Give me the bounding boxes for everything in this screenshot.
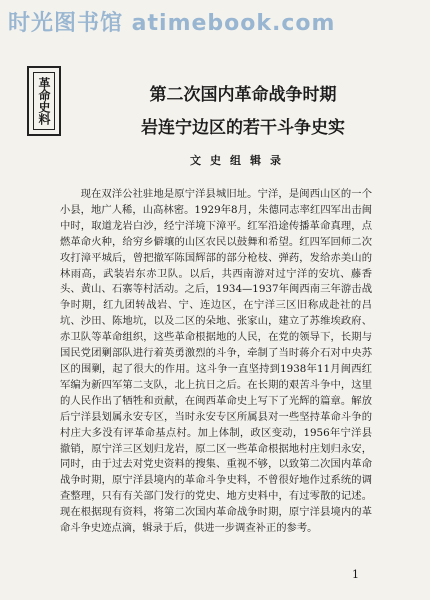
page-number: 1 — [352, 568, 359, 581]
article-title-line-2: 岩连宁边区的若干斗争史实 — [141, 118, 345, 138]
column-label: 革命史料 — [33, 72, 55, 130]
watermark: 时光图书馆 atimebook.com — [8, 11, 336, 36]
article-title-line-1: 第二次国内革命战争时期 — [149, 85, 337, 105]
byline: 文史组辑录 — [190, 154, 290, 167]
body-paragraph: 现在双洋公社驻地是原宁洋县城旧址。宁洋，是闽西山区的一个小县，地广人稀，山高林密。1929年8月，朱德同志率红四军出击闽中时，取道龙岩白沙，经宁洋境下漳平。红军沿途传播革命真理，点燃革命火种，给穷乡僻壤的山区农民以鼓舞和希望。红四军回师二次攻打漳平城后，曾把撤军陈国辉部的部分枪枝、弹药，发给赤美山的林雨高，武装岩东赤卫队。以后，共西南游对过宁洋的安坑、藤香头、黄山、石寨等村活动。之后，1934—1937年闽西南三年游击战争时期，红九团转战岩、宁、连边区，在宁洋三区旧称成赴社的吕坑、沙田、陈地坑，以及二区的朵地、张家山，建立了苏维埃政府、赤卫队等革命组织，这些革命根据地的人民，在党的领导下，长期与国民党团剿部队进行着英勇激烈的斗争，牵制了当时蒋介石对中央苏区的围剿，起了很大的作用。这斗争一直坚持到1938年11月闽西红军编为新四军第二支队，北上抗日之后。在长期的艰苦斗争中，这里的人民作出了牺牲和贡献，在闽西革命史上写下了光辉的篇章。解放后宁洋县划属永安专区，当时永安专区所属县对一些坚持革命斗争的村庄大多没有评革命基点村。加上体制，政区变动，1956年宁洋县撤销，原宁洋三区划归龙岩，原二区一些革命根据地村庄划归永安，同时，由于过去对党史资料的搜集、重视不够，以致第二次国内革命战争时期，原宁洋县境内的革命斗争史料，不曾很好地作过系统的调查整理，只有有关部门发行的党史、地方史料中，有过零散的记述。现在根据现有资料，将第二次国内革命战争时期，原宁洋县境内的革命斗争史迹点滴，辑录于后，供进一步调查补正的参考。 — [60, 188, 372, 535]
